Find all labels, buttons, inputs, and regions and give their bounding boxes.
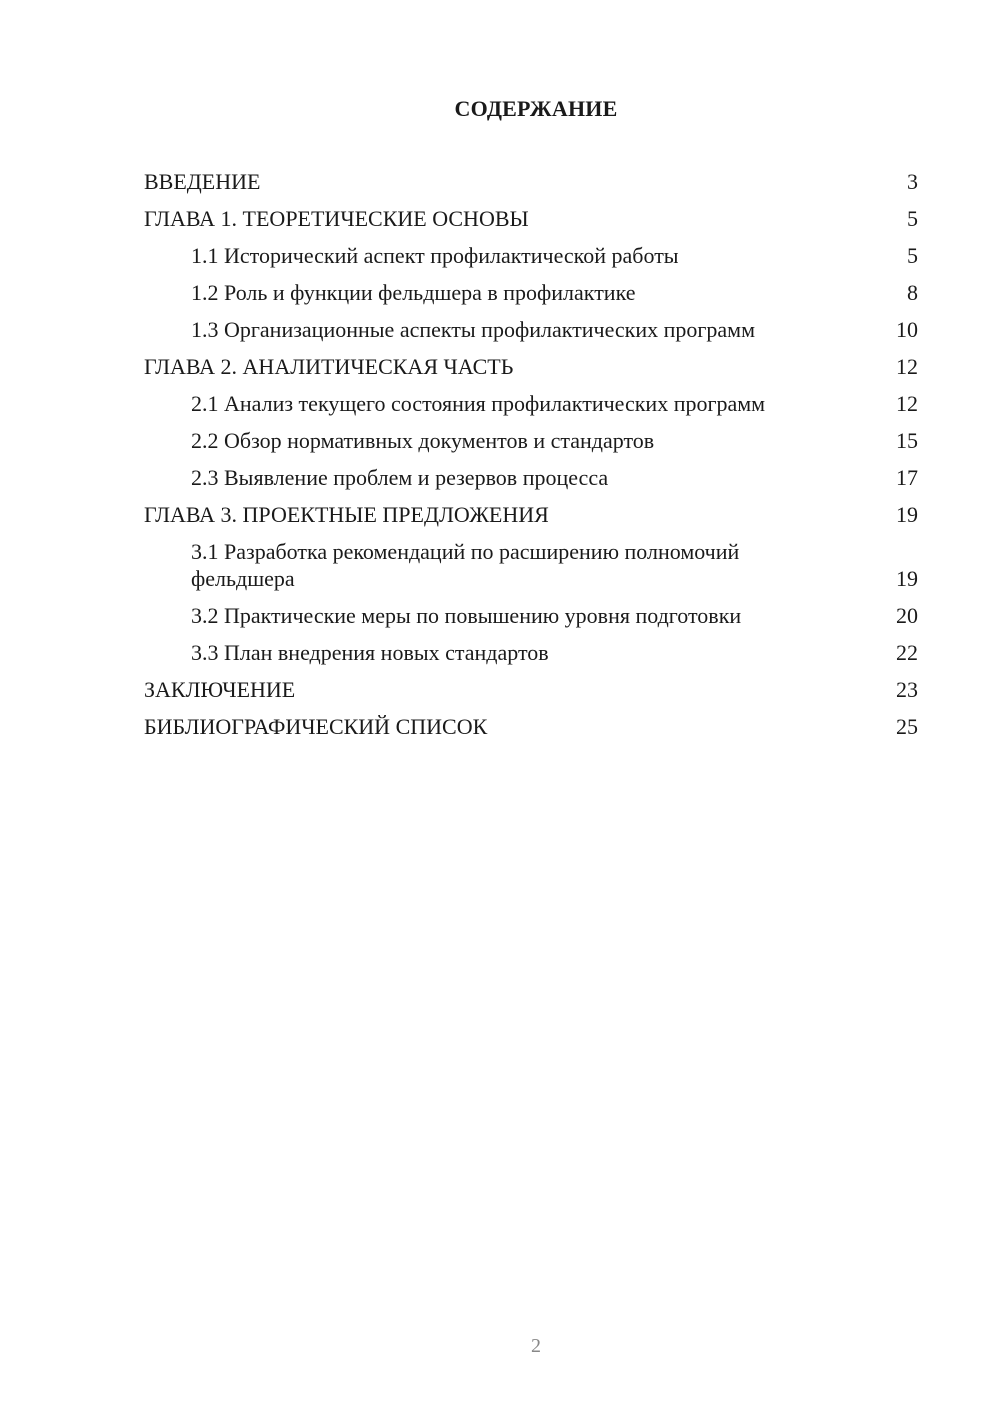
toc-entry-label: 1.2 Роль и функции фельдшера в профилактике bbox=[191, 280, 636, 305]
toc-entry-label: ВВЕДЕНИЕ bbox=[144, 169, 261, 194]
page-number: 2 bbox=[531, 1335, 541, 1357]
toc-entry-section-3-1[interactable] bbox=[144, 538, 918, 592]
toc-entry-page: 5 bbox=[907, 206, 918, 231]
toc-entry-section-2-1[interactable] bbox=[144, 390, 918, 417]
toc-entry-page: 3 bbox=[907, 169, 918, 194]
toc-entry-label: 3.3 План внедрения новых стандартов bbox=[191, 640, 549, 665]
toc-entry-label: 2.3 Выявление проблем и резервов процесса bbox=[191, 465, 609, 490]
toc-entry-page: 10 bbox=[896, 317, 918, 342]
toc-entry-page: 12 bbox=[896, 391, 918, 416]
toc-entry-page: 8 bbox=[907, 280, 918, 305]
toc-entry-page: 15 bbox=[896, 428, 918, 453]
toc-entry-page: 22 bbox=[896, 640, 918, 665]
toc-entry-label: ГЛАВА 1. ТЕОРЕТИЧЕСКИЕ ОСНОВЫ bbox=[144, 206, 529, 231]
toc-entry-page: 19 bbox=[896, 566, 918, 591]
toc-entry-section-2-2[interactable] bbox=[144, 427, 918, 454]
toc-entry-section-3-3[interactable] bbox=[144, 639, 918, 666]
toc-entry-page: 5 bbox=[907, 243, 918, 268]
toc-entry-label: ГЛАВА 3. ПРОЕКТНЫЕ ПРЕДЛОЖЕНИЯ bbox=[144, 502, 549, 527]
toc-entry-chapter-1[interactable] bbox=[144, 205, 918, 232]
toc-entry-page: 25 bbox=[896, 714, 918, 739]
toc-entry-label: ЗАКЛЮЧЕНИЕ bbox=[144, 677, 296, 702]
toc-entry-page: 20 bbox=[896, 603, 918, 628]
toc-entry-section-2-3[interactable] bbox=[144, 464, 918, 491]
toc-entry-bibliography[interactable] bbox=[144, 713, 918, 740]
toc-entry-page: 12 bbox=[896, 354, 918, 379]
toc-entry-section-1-3[interactable] bbox=[144, 316, 918, 343]
toc-entry-label: 1.1 Исторический аспект профилактической работы bbox=[191, 243, 679, 268]
toc-entry-page: 19 bbox=[896, 502, 918, 527]
toc-entry-label: 1.3 Организационные аспекты профилактических программ bbox=[191, 317, 756, 342]
toc-entry-label: 2.2 Обзор нормативных документов и стандартов bbox=[191, 428, 655, 453]
toc-entry-label: 3.1 Разработка рекомендаций по расширению полномочий фельдшера bbox=[191, 539, 740, 591]
table-of-contents bbox=[144, 168, 918, 750]
toc-entry-section-1-2[interactable] bbox=[144, 279, 918, 306]
toc-entry-label: 2.1 Анализ текущего состояния профилактических программ bbox=[191, 391, 766, 416]
toc-entry-section-1-1[interactable] bbox=[144, 242, 918, 269]
toc-entry-section-3-2[interactable] bbox=[144, 602, 918, 629]
toc-entry-chapter-3[interactable] bbox=[144, 501, 918, 528]
toc-entry-label: БИБЛИОГРАФИЧЕСКИЙ СПИСОК bbox=[144, 714, 488, 739]
toc-entry-label: 3.2 Практические меры по повышению уровня подготовки bbox=[191, 603, 742, 628]
toc-entry-introduction[interactable] bbox=[144, 168, 918, 195]
toc-entry-conclusion[interactable] bbox=[144, 676, 918, 703]
toc-title: СОДЕРЖАНИЕ bbox=[454, 96, 618, 121]
toc-entry-label: ГЛАВА 2. АНАЛИТИЧЕСКАЯ ЧАСТЬ bbox=[144, 354, 514, 379]
toc-entry-chapter-2[interactable] bbox=[144, 353, 918, 380]
toc-entry-page: 17 bbox=[896, 465, 918, 490]
toc-entry-page: 23 bbox=[896, 677, 918, 702]
